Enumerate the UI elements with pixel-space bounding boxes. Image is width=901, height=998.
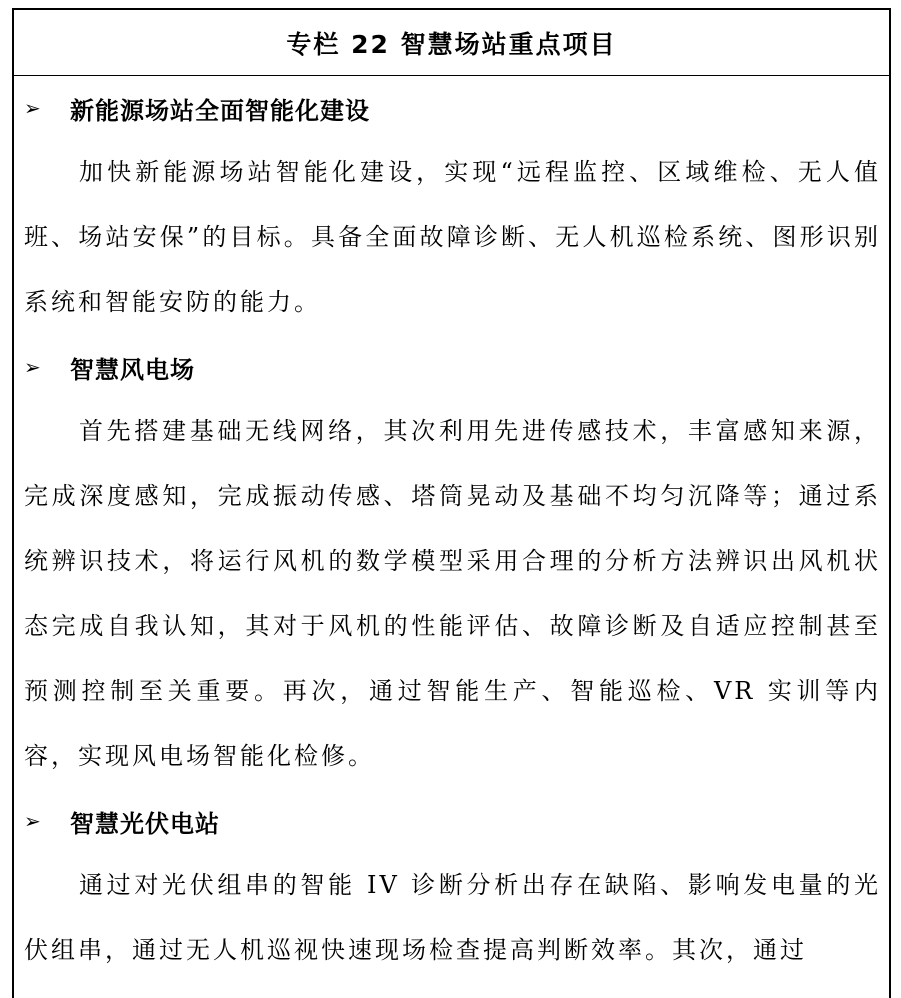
section-paragraph: 通过对光伏组串的智能 IV 诊断分析出存在缺陷、影响发电量的光伏组串，通过无人机巡视快速现场检查提高判断效率。其次，通过 xyxy=(24,871,881,964)
section-paragraph: 加快新能源场站智能化建设，实现“远程监控、区域维检、无人值班、场站安保”的目标。具备全面故障诊断、无人机巡检系统、图形识别系统和智能安防的能力。 xyxy=(24,158,881,316)
box-title-row xyxy=(14,10,889,76)
section-heading xyxy=(24,76,881,140)
arrow-bullet-icon: ➢ xyxy=(24,355,42,379)
section-heading-text: 新能源场站全面智能化建设 xyxy=(70,96,370,125)
section-paragraph: 首先搭建基础无线网络，其次利用先进传感技术，丰富感知来源，完成深度感知，完成振动传感、塔筒晃动及基础不均匀沉降等；通过系统辨识技术，将运行风机的数学模型采用合理的分析方法辨识出风机状态完成自我认知，其对于风机的性能评估、故障诊断及自适应控制甚至预测控制至关重要。再次，通过智能生产、智能巡检、VR 实训等内容，实现风电场智能化检修。 xyxy=(24,417,881,770)
section-heading-text: 智慧风电场 xyxy=(70,355,195,384)
project-column-box xyxy=(12,8,891,998)
section-heading-text: 智慧光伏电站 xyxy=(70,809,220,838)
section-heading xyxy=(24,335,881,399)
arrow-bullet-icon: ➢ xyxy=(24,96,42,120)
box-title: 专栏 22 智慧场站重点项目 xyxy=(286,29,617,59)
section-heading xyxy=(24,789,881,853)
arrow-bullet-icon: ➢ xyxy=(24,809,42,833)
box-content xyxy=(14,76,889,983)
